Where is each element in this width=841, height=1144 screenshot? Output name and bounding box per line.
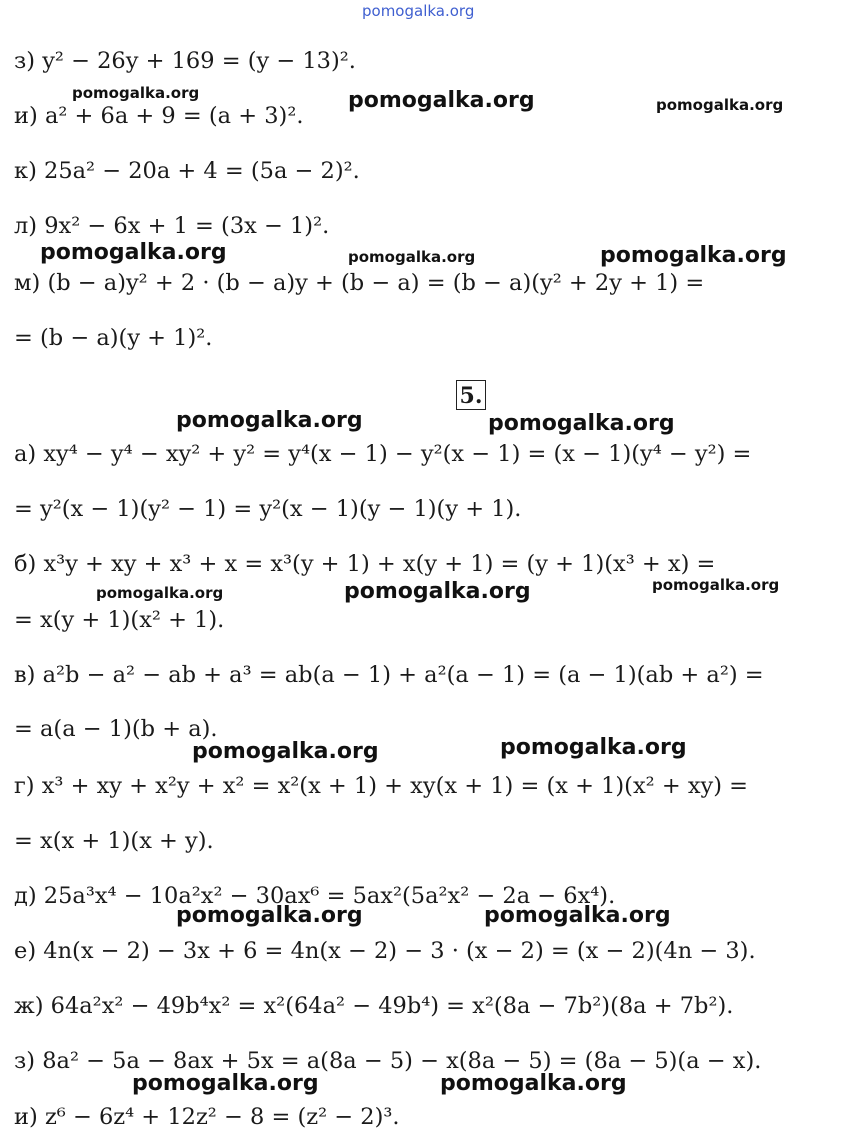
watermark: pomogalka.org	[72, 84, 200, 102]
line-g: г) x³ + xy + x²y + x² = x²(x + 1) + xy(x + 1) = (x + 1)(x² + xy) =	[14, 773, 749, 799]
line-a: а) xy⁴ − y⁴ − xy² + y² = y⁴(x − 1) − y²(x − 1) = (x − 1)(y⁴ − y²) =	[14, 441, 752, 467]
line-zh: ж) 64a²x² − 49b⁴x² = x²(64a² − 49b⁴) = x²(8a − 7b²)(8a + 7b²).	[14, 993, 734, 1019]
watermark: pomogalka.org	[500, 735, 687, 760]
line-e: е) 4n(x − 2) − 3x + 6 = 4n(x − 2) − 3 · (x − 2) = (x − 2)(4n − 3).	[14, 938, 756, 964]
line-i2: и) z⁶ − 6z⁴ + 12z² − 8 = (z² − 2)³.	[14, 1104, 400, 1130]
watermark: pomogalka.org	[348, 248, 476, 266]
watermark: pomogalka.org	[132, 1071, 319, 1096]
line-b-cont: = x(y + 1)(x² + 1).	[14, 607, 225, 633]
watermark: pomogalka.org	[656, 96, 784, 114]
section-number: 5.	[456, 380, 486, 410]
site-header: pomogalka.org	[362, 2, 475, 20]
watermark: pomogalka.org	[440, 1071, 627, 1096]
line-z1: з) y² − 26y + 169 = (y − 13)².	[14, 48, 356, 74]
watermark: pomogalka.org	[176, 903, 363, 928]
line-l: л) 9x² − 6x + 1 = (3x − 1)².	[14, 213, 330, 239]
line-v-cont: = a(a − 1)(b + a).	[14, 716, 218, 742]
watermark: pomogalka.org	[348, 88, 535, 113]
watermark: pomogalka.org	[40, 240, 227, 265]
watermark: pomogalka.org	[600, 243, 787, 268]
line-d: д) 25a³x⁴ − 10a²x² − 30ax⁶ = 5ax²(5a²x² − 2a − 6x⁴).	[14, 883, 616, 909]
line-m-cont: = (b − a)(y + 1)².	[14, 325, 213, 351]
line-v: в) a²b − a² − ab + a³ = ab(a − 1) + a²(a − 1) = (a − 1)(ab + a²) =	[14, 662, 764, 688]
line-g-cont: = x(x + 1)(x + y).	[14, 828, 214, 854]
line-b: б) x³y + xy + x³ + x = x³(y + 1) + x(y + 1) = (y + 1)(x³ + x) =	[14, 551, 716, 577]
line-m: м) (b − a)y² + 2 · (b − a)y + (b − a) = (b − a)(y² + 2y + 1) =	[14, 270, 705, 296]
watermark: pomogalka.org	[96, 584, 224, 602]
watermark: pomogalka.org	[484, 903, 671, 928]
line-k: к) 25a² − 20a + 4 = (5a − 2)².	[14, 158, 360, 184]
line-i1: и) a² + 6a + 9 = (a + 3)².	[14, 103, 304, 129]
line-z2: з) 8a² − 5a − 8ax + 5x = a(8a − 5) − x(8a − 5) = (8a − 5)(a − x).	[14, 1048, 762, 1074]
watermark: pomogalka.org	[652, 576, 780, 594]
line-a-cont: = y²(x − 1)(y² − 1) = y²(x − 1)(y − 1)(y + 1).	[14, 496, 522, 522]
watermark: pomogalka.org	[344, 579, 531, 604]
watermark: pomogalka.org	[176, 408, 363, 433]
watermark: pomogalka.org	[488, 411, 675, 436]
watermark: pomogalka.org	[192, 739, 379, 764]
